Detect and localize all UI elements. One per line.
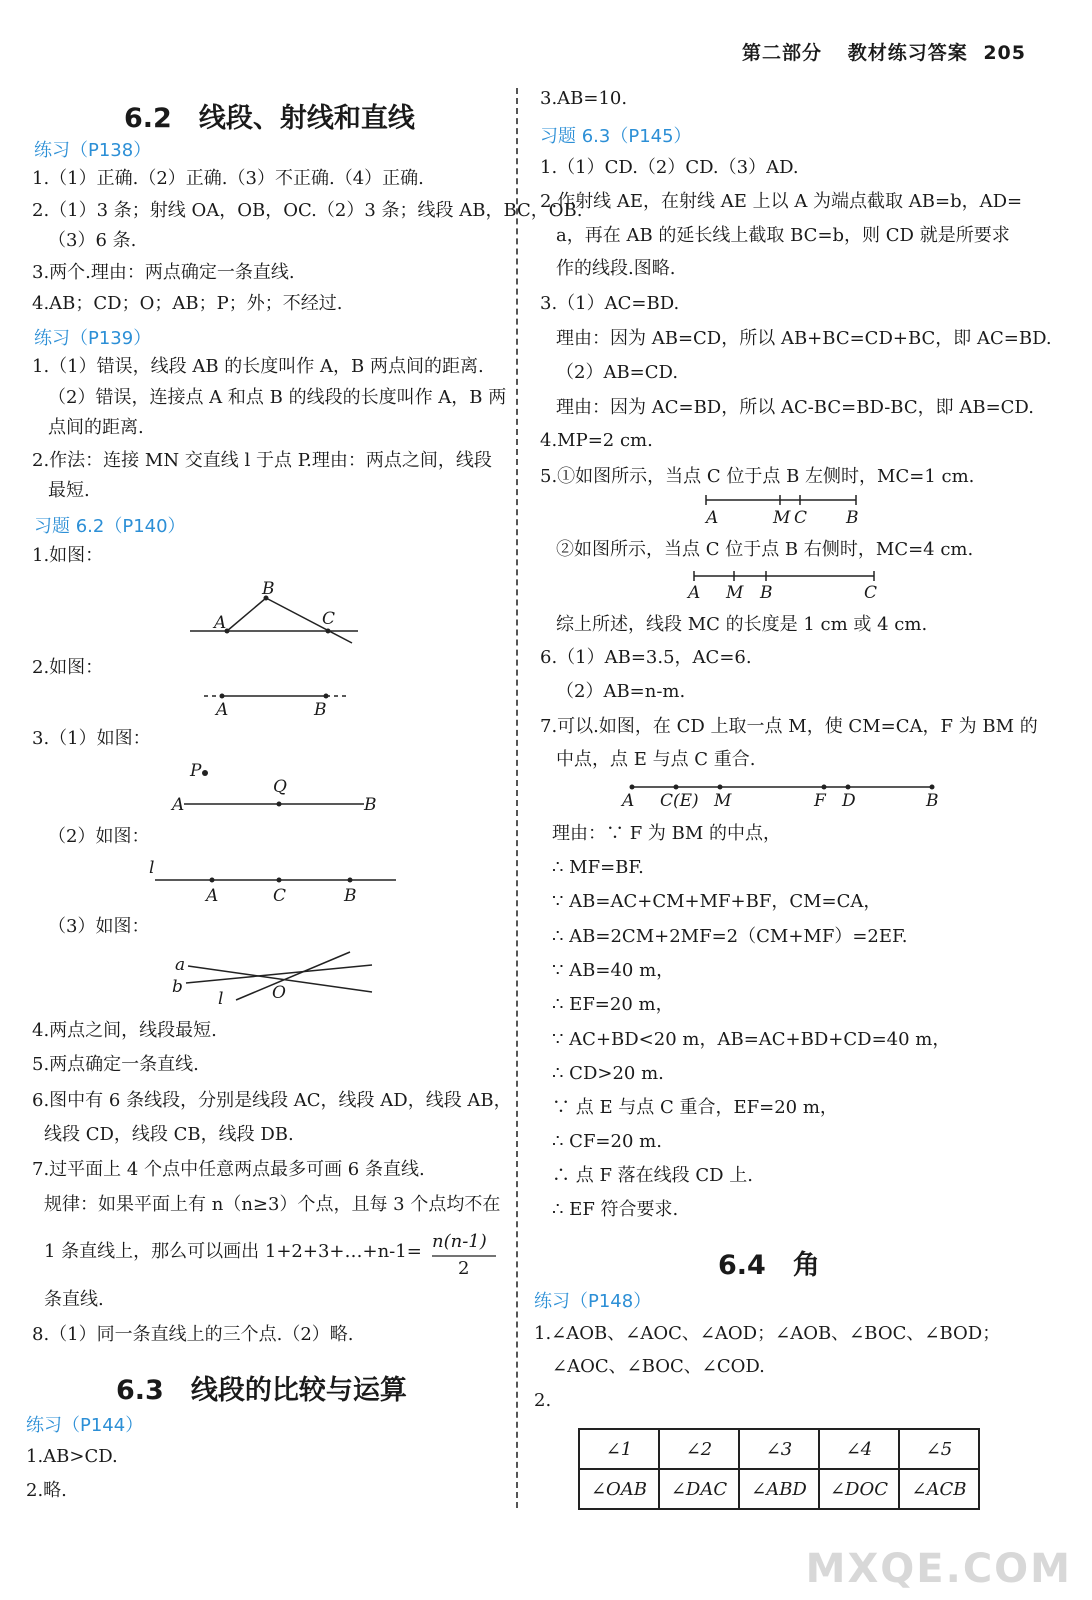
page-number: 205 bbox=[983, 42, 1026, 64]
table-cell: ∠1 bbox=[579, 1429, 659, 1469]
table-cell: ∠2 bbox=[659, 1429, 739, 1469]
answer-line: 理由：因为 AB=CD，所以 AB+BC=CD+BC，即 AC=BD. bbox=[556, 328, 1052, 349]
label: C(E) bbox=[660, 791, 699, 811]
section-6-2-title: 6.2 线段、射线和直线 bbox=[124, 103, 415, 134]
label: D bbox=[842, 791, 856, 811]
proof-line: ∵ AB=AC+CM+MF+BF，CM=CA， bbox=[552, 891, 882, 912]
label: B bbox=[846, 508, 859, 528]
answer-line: 最短. bbox=[48, 480, 90, 501]
label: C bbox=[322, 609, 336, 629]
answer-line: 2.略. bbox=[26, 1480, 67, 1501]
label: A bbox=[172, 795, 185, 815]
answer-line: a，再在 AB 的延长线上截取 BC=b，则 CD 就是所要求 bbox=[556, 225, 1010, 246]
label: B bbox=[262, 579, 275, 599]
proof-line: ∴ AB=2CM+2MF=2（CM+MF）=2EF. bbox=[552, 926, 908, 947]
exercise-p139: 练习（P139） bbox=[34, 328, 152, 349]
answer-line: 8.（1）同一条直线上的三个点.（2）略. bbox=[32, 1324, 354, 1345]
label: C bbox=[273, 886, 287, 906]
answer-line: 6.（1）AB=3.5，AC=6. bbox=[540, 647, 752, 668]
label: l bbox=[218, 989, 224, 1009]
table-cell: ∠DOC bbox=[819, 1469, 899, 1509]
proof-line: ∵ AC+BD<20 m，AB=AC+BD+CD=40 m， bbox=[552, 1029, 951, 1050]
answer-line: （2）错误，连接点 A 和点 B 的线段的长度叫作 A，B 两 bbox=[48, 387, 507, 408]
label: B bbox=[760, 583, 773, 603]
header-part: 第二部分 bbox=[742, 42, 823, 64]
answer-line: （3）6 条. bbox=[48, 230, 137, 251]
label: M bbox=[714, 791, 732, 811]
proof-line: ∴ EF 符合要求. bbox=[552, 1199, 679, 1220]
proof-line: ∴ EF=20 m， bbox=[552, 994, 674, 1015]
answer-line: （3）如图： bbox=[48, 916, 150, 937]
answer-line: 3.两个.理由：两点确定一条直线. bbox=[32, 262, 295, 283]
answer-line: 1.如图： bbox=[32, 545, 104, 566]
answer-line: 5.①如图所示，当点 C 位于点 B 左侧时，MC=1 cm. bbox=[540, 466, 975, 487]
exercise-p144: 练习（P144） bbox=[26, 1415, 144, 1436]
label: F bbox=[814, 791, 826, 811]
label: b bbox=[172, 977, 183, 997]
exercise-p138: 练习（P138） bbox=[34, 140, 152, 161]
label: A bbox=[688, 583, 701, 603]
answer-line: 4.MP=2 cm. bbox=[540, 430, 653, 451]
label: P bbox=[190, 761, 202, 781]
proof-line: 理由：∵ F 为 BM 的中点， bbox=[552, 823, 782, 844]
figure-ray-ab bbox=[170, 761, 377, 815]
label: C bbox=[794, 508, 808, 528]
answer-line: ∠AOC、∠BOC、∠COD. bbox=[552, 1356, 765, 1377]
header-title: 教材练习答案 bbox=[847, 42, 968, 64]
label: B bbox=[344, 886, 357, 906]
answer-line: ②如图所示，当点 C 位于点 B 右侧时，MC=4 cm. bbox=[556, 539, 974, 560]
label: A bbox=[206, 886, 219, 906]
answer-line: 1 条直线上，那么可以画出 1+2+3+…+n-1= bbox=[44, 1241, 422, 1262]
answer-line: 3.（1）AC=BD. bbox=[540, 293, 680, 314]
label: A bbox=[622, 791, 635, 811]
answer-line: 7.可以.如图，在 CD 上取一点 M，使 CM=CA，F 为 BM 的 bbox=[540, 716, 1038, 737]
label: B bbox=[364, 795, 377, 815]
answer-line: 中点，点 E 与点 C 重合. bbox=[556, 749, 756, 770]
answer-line: 理由：因为 AC=BD，所以 AC-BC=BD-BC，即 AB=CD. bbox=[556, 397, 1034, 418]
proof-line: ∴ 点 F 落在线段 CD 上. bbox=[552, 1165, 754, 1186]
answer-line: 1.（1）错误，线段 AB 的长度叫作 A，B 两点间的距离. bbox=[32, 356, 484, 377]
table-cell: ∠3 bbox=[739, 1429, 819, 1469]
section-6-3-title: 6.3 线段的比较与运算 bbox=[116, 1375, 407, 1406]
fraction-denominator: 2 bbox=[458, 1258, 470, 1279]
answer-line: 2.如图： bbox=[32, 657, 104, 678]
proof-line: ∴ CF=20 m. bbox=[552, 1131, 662, 1152]
table-row bbox=[579, 1429, 979, 1469]
figure-triangle-abc bbox=[190, 579, 358, 643]
figure-line-ab bbox=[204, 694, 346, 721]
label: A bbox=[214, 613, 227, 633]
figure-segment-2 bbox=[686, 571, 877, 603]
answer-line: 1.∠AOB、∠AOC、∠AOD；∠AOB、∠BOC、∠BOD； bbox=[534, 1323, 1001, 1344]
table-cell: ∠DAC bbox=[659, 1469, 739, 1509]
label: a bbox=[175, 955, 186, 975]
figure-segment-3 bbox=[620, 785, 939, 812]
label: Q bbox=[273, 777, 287, 797]
answer-line: 5.两点确定一条直线. bbox=[32, 1054, 199, 1075]
answer-line: 点间的距离. bbox=[48, 417, 144, 438]
answer-line: 1.（1）正确.（2）正确.（3）不正确.（4）正确. bbox=[32, 168, 424, 189]
fraction-numerator: n(n-1) bbox=[432, 1231, 487, 1252]
answer-line: 线段 CD，线段 CB，线段 DB. bbox=[44, 1124, 294, 1145]
answer-line: 1.AB>CD. bbox=[26, 1446, 118, 1467]
label: C bbox=[864, 583, 878, 603]
figure-segment-1 bbox=[704, 495, 859, 528]
table-cell: ∠ACB bbox=[899, 1469, 979, 1509]
answer-line: 2.作法：连接 MN 交直线 l 于点 P.理由：两点之间，线段 bbox=[32, 450, 492, 471]
label: B bbox=[314, 700, 327, 720]
answer-line: （2）AB=n-m. bbox=[556, 681, 686, 702]
answer-line: 4.AB；CD；O；AB；P；外；不经过. bbox=[32, 293, 343, 314]
exercise-p140: 习题 6.2（P140） bbox=[34, 516, 186, 537]
table-cell: ∠4 bbox=[819, 1429, 899, 1469]
exercise-p148: 练习（P148） bbox=[534, 1291, 652, 1312]
proof-line: ∴ MF=BF. bbox=[552, 857, 644, 878]
section-6-4-title: 6.4 角 bbox=[718, 1250, 820, 1281]
watermark: MXQE.COM bbox=[805, 1546, 1072, 1592]
table-cell: ∠5 bbox=[899, 1429, 979, 1469]
answer-line: 2. bbox=[534, 1390, 552, 1411]
table-cell: ∠ABD bbox=[739, 1469, 819, 1509]
table-cell: ∠OAB bbox=[579, 1469, 659, 1509]
answer-line: 1.（1）CD.（2）CD.（3）AD. bbox=[540, 157, 799, 178]
label: A bbox=[706, 508, 719, 528]
proof-line: ∴ CD>20 m. bbox=[552, 1063, 664, 1084]
label: O bbox=[272, 983, 286, 1003]
answer-line: （2）AB=CD. bbox=[556, 362, 679, 383]
label: l bbox=[149, 858, 155, 878]
answer-line: 综上所述，线段 MC 的长度是 1 cm 或 4 cm. bbox=[556, 614, 928, 635]
answer-line: 3.AB=10. bbox=[540, 88, 628, 109]
table-row bbox=[579, 1469, 979, 1509]
answer-line: 规律：如果平面上有 n（n≥3）个点，且每 3 个点均不在 bbox=[44, 1194, 501, 1215]
answer-line: 3.（1）如图： bbox=[32, 728, 151, 749]
exercise-p145: 习题 6.3（P145） bbox=[540, 126, 692, 147]
answer-line: 4.两点之间，线段最短. bbox=[32, 1020, 217, 1041]
figure-intersecting-lines bbox=[172, 952, 372, 1009]
answer-line: 2.（1）3 条；射线 OA，OB，OC.（2）3 条；线段 AB，BC，OB. bbox=[32, 200, 583, 221]
answer-line: 条直线. bbox=[44, 1289, 104, 1310]
answer-line: 作的线段.图略. bbox=[556, 258, 676, 279]
answer-line: 2.作射线 AE，在射线 AE 上以 A 为端点截取 AB=b，AD= bbox=[540, 191, 1023, 212]
label: B bbox=[926, 791, 939, 811]
answer-line: 7.过平面上 4 个点中任意两点最多可画 6 条直线. bbox=[32, 1159, 425, 1180]
proof-line: ∵ 点 E 与点 C 重合，EF=20 m， bbox=[552, 1097, 838, 1118]
answer-line: （2）如图： bbox=[48, 826, 150, 847]
answer-line: 6.图中有 6 条线段，分别是线段 AC，线段 AD，线段 AB， bbox=[32, 1090, 512, 1111]
label: A bbox=[216, 700, 229, 720]
label: M bbox=[726, 583, 744, 603]
figure-line-l bbox=[149, 858, 396, 906]
angle-table bbox=[578, 1428, 980, 1510]
label: M bbox=[773, 508, 791, 528]
proof-line: ∵ AB=40 m， bbox=[552, 960, 675, 981]
